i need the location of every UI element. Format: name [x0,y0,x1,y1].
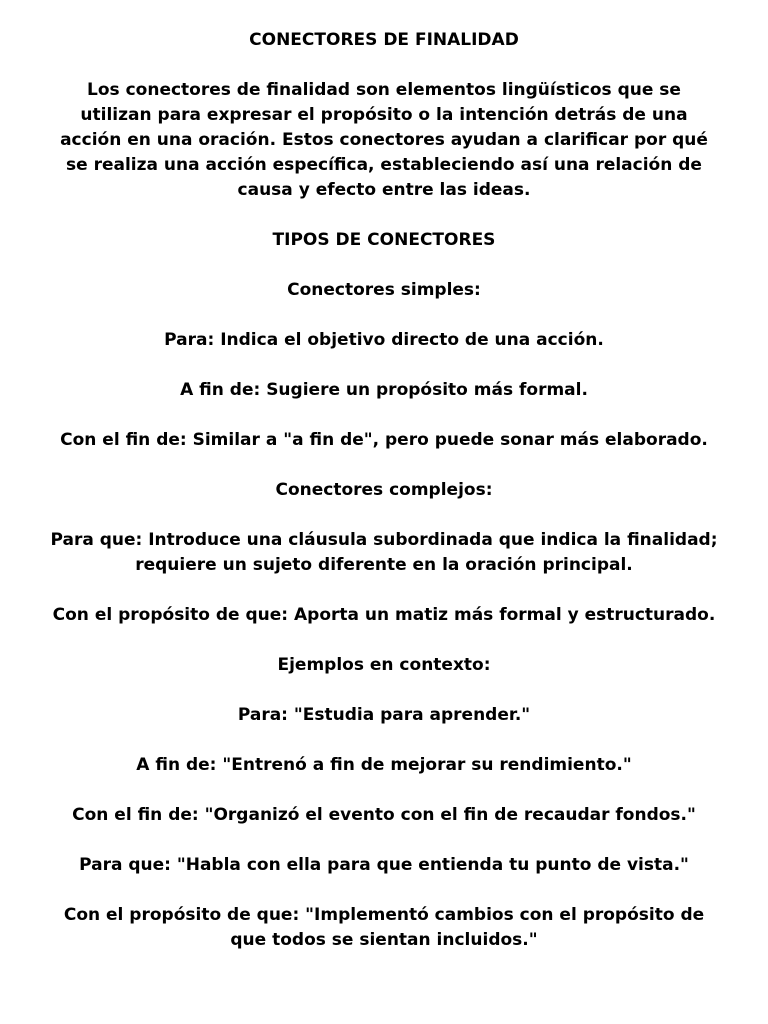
simple-connector-para: Para: Indica el objetivo directo de una acción. [164,330,604,350]
document-body [50,28,718,953]
simple-connector-con-el-fin-de: Con el fin de: Similar a "a fin de", pero puede sonar más elaborado. [60,430,708,450]
types-heading: TIPOS DE CONECTORES [272,230,496,250]
intro-paragraph: Los conectores de finalidad son elementos lingüísticos que se utilizan para expresar el propósito o la intención detrás de una acción en una oración. Estos conectores ayudan a clarificar por qué se realiza una acción específica, estableciendo así una relación de causa y efecto entre las ideas. [60,80,708,200]
example-con-el-fin-de: Con el fin de: "Organizó el evento con el fin de recaudar fondos." [72,805,696,825]
complex-connectors-heading: Conectores complejos: [275,480,493,500]
example-para-que: Para que: "Habla con ella para que entienda tu punto de vista." [79,855,689,875]
simple-connectors-heading: Conectores simples: [287,280,481,300]
examples-heading: Ejemplos en contexto: [277,655,491,675]
example-con-el-proposito-de-que: Con el propósito de que: "Implementó cambios con el propósito de que todos se sientan incluidos." [63,905,705,950]
document-title: CONECTORES DE FINALIDAD [249,30,519,50]
complex-connector-con-el-proposito-de-que: Con el propósito de que: Aporta un matiz más formal y estructurado. [52,605,716,625]
complex-connector-para-que: Para que: Introduce una cláusula subordinada que indica la finalidad; requiere un sujeto diferente en la oración principal. [50,530,718,575]
simple-connector-a-fin-de: A fin de: Sugiere un propósito más formal. [180,380,588,400]
example-a-fin-de: A fin de: "Entrenó a fin de mejorar su rendimiento." [136,755,632,775]
example-para: Para: "Estudia para aprender." [237,705,531,725]
